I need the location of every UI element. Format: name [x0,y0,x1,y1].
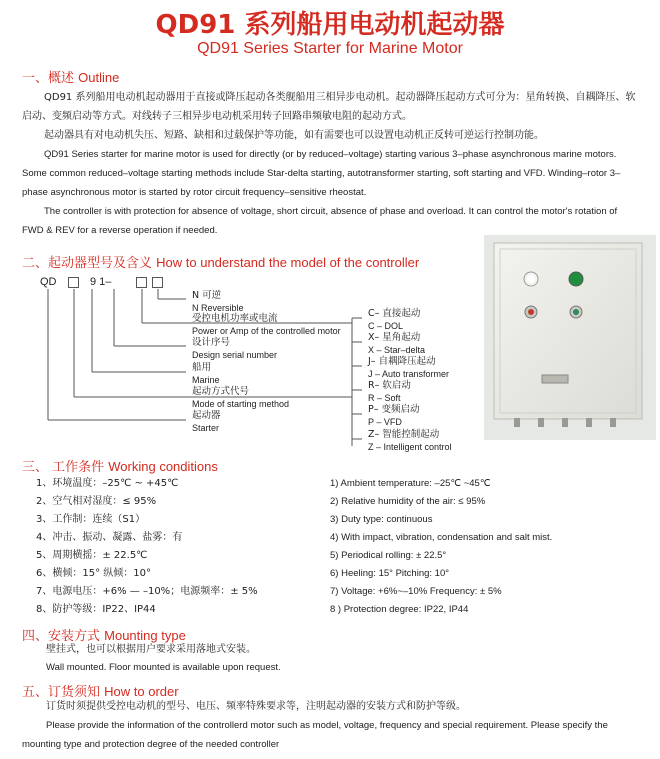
mode-item-dol-cn: C– 直接起动 [368,308,421,319]
model-label-design-serial-en: Design serial number [192,350,278,360]
section-order-heading [22,681,179,700]
section-order-heading-cn: 五、订货须知 [22,685,105,700]
outline-paragraph-1-cn: QD91 系列船用电动机起动器用于直接或降压起动各类舰船用三相异步电动机。起动器降压起动方式可分为：星角转换、自耦降压、软启动、变频启动等方式。对线转子三相异步电动机采用转子回路串频敏电阻的起动方式。 [22,92,636,122]
section-model-heading-en: How to understand the model of the controller [156,255,420,270]
model-code-91: 9 1– [90,276,112,288]
mode-item-intelligent-cn: Z– 智能控制起动 [368,429,440,440]
condition-cn-6: 6、横倾：15° 纵倾：10° [36,568,151,579]
mode-item-soft-en: R – Soft [368,393,401,403]
section-outline-heading-en: Outline [78,70,120,85]
condition-cn-4: 4、冲击、振动、凝露、盐雾：有 [36,532,183,543]
model-label-starter-en: Starter [192,423,220,433]
section-mounting-heading-en: Mounting type [104,628,186,643]
condition-en-6: 6) Heeling: 15° Pitching: 10° [330,568,450,579]
model-label-marine-en: Marine [192,375,220,385]
section-conditions-heading-en: Working conditions [108,459,218,474]
mode-item-star-delta [368,332,425,356]
page-title: QD91 系列船用电动机起动器 [155,10,505,40]
starter-cabinet-photo [484,235,656,440]
order-en: Please provide the information of the controllerd motor such as model, voltage, frequency and special requirement. Please specify the mounting type and protection degree of the needed controller [22,720,608,750]
model-label-power-en: Power or Amp of the controlled motor [192,326,341,336]
condition-cn-7: 7、电源电压：+6% — –10%；电源频率：± 5% [36,586,258,597]
condition-en-5: 5) Periodical rolling: ± 22.5° [330,550,447,561]
model-label-starter [192,410,221,434]
section-mounting-heading [22,625,186,644]
section-mounting-heading-cn: 四、安装方式 [22,629,105,644]
condition-en-8: 8 ) Protection degree: IP22, IP44 [330,604,469,615]
condition-en-7: 7) Voltage: +6%~–10% Frequency: ± 5% [330,586,502,597]
condition-en-3: 3) Duty type: continuous [330,514,433,525]
model-label-marine-cn: 船用 [192,362,212,373]
condition-cn-3: 3、工作制：连续（S1） [36,514,146,525]
condition-cn-2: 2、空气相对湿度：≤ 95% [36,496,157,507]
condition-cn-1: 1、环境温度：–25℃ ~ +45℃ [36,478,179,489]
mode-item-intelligent [368,429,452,453]
outline-paragraph-4-en: The controller is with protection for absence of voltage, short circuit, absence of phase and overload. It can control the motor's rotation of FWD & REV for a reverse operation if needed. [22,206,618,236]
model-code-qd: QD [40,276,57,288]
mode-item-auto-transformer-en: J – Auto transformer [368,369,450,379]
mode-item-soft-cn: R– 软启动 [368,380,411,391]
outline-paragraph-2-cn: 起动器具有对电动机失压、短路、缺相和过载保护等功能，如有需要也可以设置电动机正反转可逆运行控制功能。 [44,130,544,141]
mode-item-vfd-cn: P– 变频启动 [368,404,420,415]
model-label-design-serial-cn: 设计序号 [192,337,231,348]
model-label-mode-cn: 起动方式代号 [192,386,250,397]
model-label-mode-en: Mode of starting method [192,399,290,409]
condition-en-2: 2) Relative humidity of the air: ≤ 95% [330,496,486,507]
mode-item-star-delta-cn: X– 星角起动 [368,332,421,343]
model-label-starter-cn: 起动器 [192,410,221,421]
starter-cabinet-illustration [484,235,656,440]
model-label-reversible [192,290,244,314]
mounting-en: Wall mounted. Floor mounted is available upon request. [46,662,281,673]
mode-item-vfd [368,404,420,428]
mode-item-dol-en: C – DOL [368,321,404,331]
outline-paragraph-3-en: QD91 Series starter for marine motor is used for directly (or by reduced–voltage) starting various 3–phase asynchronous marine motors. Some common reduced–voltage starting methods include Star-delta starting, autotransformer starting, soft starting and VFD. Winding–rotor 3–phase asynchronous motor is started by rotor circuit frequency–sensitive rheostat. [22,149,621,198]
section-outline-heading-cn: 一、概述 [22,71,79,86]
section-conditions-heading-cn: 三、 工作条件 [22,460,109,475]
section-conditions-heading [22,456,218,475]
model-label-reversible-cn: N 可逆 [192,290,222,301]
section-model-heading-cn: 二、起动器型号及含义 [22,256,157,271]
model-label-power-cn: 受控电机功率或电流 [192,313,278,324]
condition-cn-8: 8、防护等级：IP22、IP44 [36,604,156,615]
model-label-design-serial [192,337,277,361]
mode-item-auto-transformer-cn: J– 自耦降压起动 [368,356,436,367]
condition-en-4: 4) With impact, vibration, condensation and salt mist. [330,532,553,543]
model-label-marine [192,362,220,386]
order-cn: 订货时须提供受控电动机的型号、电压、频率特殊要求等，注明起动器的安装方式和防护等级。 [46,701,466,712]
mode-item-dol [368,308,420,332]
condition-cn-5: 5、周期横摇：± 22.5℃ [36,550,148,561]
mode-item-auto-transformer [368,356,449,380]
mounting-cn: 壁挂式，也可以根据用户要求采用落地式安装。 [46,644,256,655]
mode-item-intelligent-en: Z – Intelligent control [368,442,452,452]
mode-item-soft [368,380,411,404]
model-label-mode [192,386,289,410]
condition-en-1: 1) Ambient temperature: –25℃ ~45℃ [330,478,491,489]
page-subtitle: QD91 Series Starter for Marine Motor [197,40,463,57]
model-label-reversible-en: N Reversible [192,303,244,313]
section-order-heading-en: How to order [104,684,179,699]
mode-item-vfd-en: P – VFD [368,417,402,427]
model-label-power [192,313,341,337]
mode-item-star-delta-en: X – Star–delta [368,345,426,355]
